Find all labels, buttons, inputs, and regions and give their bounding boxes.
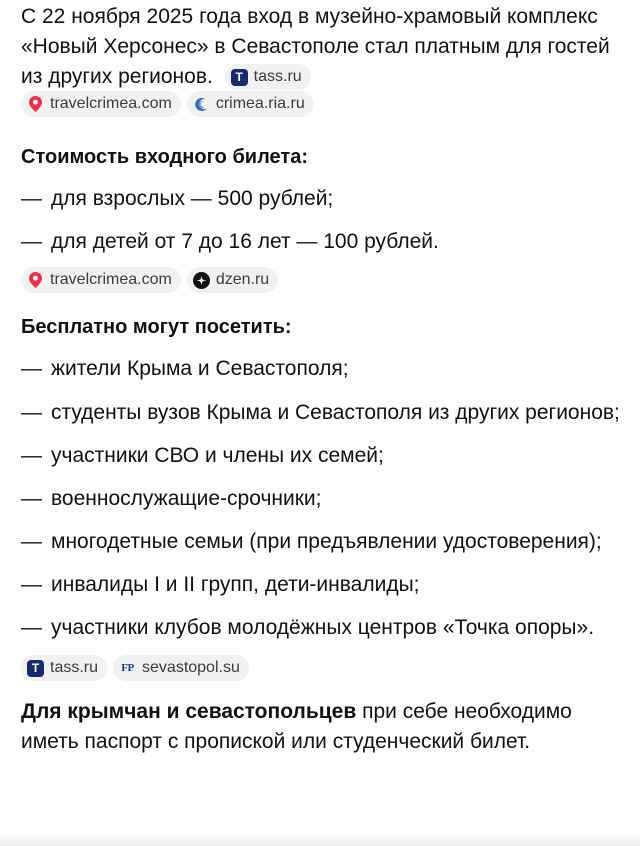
list-item: — для взрослых — 500 рублей; xyxy=(21,187,334,210)
source-chip-travelcrimea[interactable]: travelcrimea.com xyxy=(21,267,181,293)
final-bold: Для крымчан и севастопольцев xyxy=(21,700,357,723)
list-item: — инвалиды I и II групп, дети-инвалиды; xyxy=(21,573,420,596)
list-item: — участники клубов молодёжных центров «Точка опоры». xyxy=(21,616,595,639)
list-item: — многодетные семьи (при предъявлении удостоверения); xyxy=(21,530,602,553)
source-chip-ria[interactable]: crimea.ria.ru xyxy=(187,91,314,117)
source-chip-tass[interactable]: T tass.ru xyxy=(225,64,311,90)
final-text: при себе необходимо иметь паспорт с пропиской или студенческий билет. xyxy=(21,700,572,753)
map-pin-icon xyxy=(27,96,44,113)
ria-logo-icon xyxy=(193,96,210,113)
list-item: — для детей от 7 до 16 лет — 100 рублей. xyxy=(21,230,439,253)
prices-heading: Стоимость входного билета: xyxy=(21,146,308,168)
tass-logo-icon: T xyxy=(27,660,44,677)
bottom-scroll-fade xyxy=(0,832,640,846)
dzen-logo-icon xyxy=(193,272,210,289)
list-item: — участники СВО и члены их семей; xyxy=(21,444,384,467)
list-item: — военнослужащие-срочники; xyxy=(21,487,322,510)
list-item: — студенты вузов Крыма и Севастополя из других регионов; xyxy=(21,401,620,424)
fp-logo-icon: FP xyxy=(121,662,134,674)
intro-sources xyxy=(21,91,621,117)
prices-sources xyxy=(21,267,621,293)
list-item: — жители Крыма и Севастополя; xyxy=(21,357,349,380)
source-chip-tass[interactable]: T tass.ru xyxy=(21,655,107,681)
tass-logo-icon: T xyxy=(231,69,248,86)
prices-list xyxy=(21,184,621,257)
source-chip-dzen[interactable]: dzen.ru xyxy=(187,267,278,293)
free-sources xyxy=(21,655,621,681)
intro-paragraph xyxy=(21,0,621,91)
answer-content xyxy=(21,0,621,757)
source-chip-travelcrimea[interactable]: travelcrimea.com xyxy=(21,91,181,117)
free-list xyxy=(21,354,621,643)
map-pin-icon xyxy=(27,272,44,289)
free-heading: Бесплатно могут посетить: xyxy=(21,316,292,338)
source-chip-sevastopol[interactable]: FP sevastopol.su xyxy=(113,655,249,681)
intro-text: С 22 ноября 2025 года вход в музейно-храмовый комплекс «Новый Херсонес» в Севастополе стал платным для гостей из других регионов. xyxy=(21,5,610,88)
final-paragraph xyxy=(21,697,621,757)
